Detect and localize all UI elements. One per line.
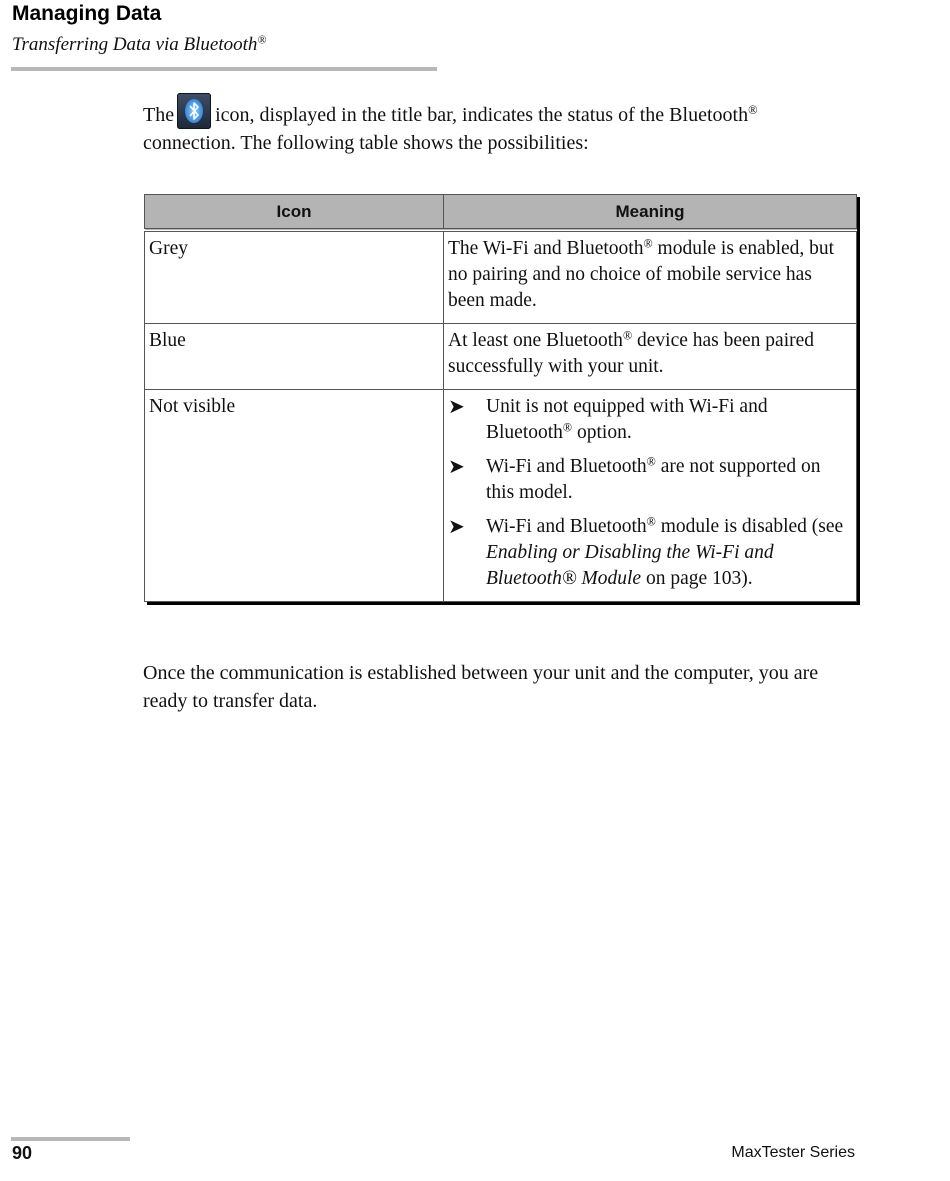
table-row [145, 390, 857, 602]
meaning-text: module is enabled, but no pairing and no choice of mobile service has been made. [448, 238, 835, 311]
bullet-text: Wi-Fi and Bluetooth [486, 516, 647, 537]
meaning-text: At least one Bluetooth [448, 330, 623, 351]
footer-rule [11, 1137, 130, 1141]
registered-mark: ® [748, 103, 758, 118]
column-header-icon: Icon [145, 195, 444, 231]
cell-icon: Blue [145, 324, 444, 390]
registered-mark: ® [643, 236, 653, 251]
intro-paragraph [143, 93, 843, 157]
cell-icon: Not visible [145, 390, 444, 602]
table-row [145, 324, 857, 390]
bullet-text: on page 103). [645, 568, 753, 589]
status-table [144, 194, 857, 602]
product-series: MaxTester Series [731, 1144, 855, 1161]
bluetooth-icon [177, 93, 211, 129]
cell-meaning [444, 390, 857, 602]
intro-text-start: The [143, 104, 175, 126]
bullet-text: Unit is not equipped with Wi-Fi and Bluetooth [486, 396, 768, 443]
arrow-bullet-icon: ➤ [448, 396, 465, 418]
registered-mark: ® [257, 33, 267, 47]
list-item [448, 394, 852, 446]
outro-paragraph: Once the communication is established between your unit and the computer, you are ready to transfer data. [143, 662, 819, 712]
list-item [448, 454, 852, 506]
chapter-title: Managing Data [12, 2, 162, 25]
meaning-text: The Wi-Fi and Bluetooth [448, 238, 644, 259]
bullet-text: Wi-Fi and Bluetooth [486, 456, 647, 477]
cross-reference-link[interactable]: Enabling or Disabling the Wi-Fi and Bluetooth® Module [486, 542, 774, 589]
section-subtitle-text: Transferring Data via Bluetooth [12, 34, 258, 55]
table-header-row [145, 195, 857, 231]
table-row [145, 230, 857, 324]
bullet-text: are not supported on this model. [486, 456, 821, 503]
registered-mark: ® [646, 514, 656, 529]
arrow-bullet-icon: ➤ [448, 456, 465, 478]
list-item [448, 514, 852, 592]
bullet-text: option. [576, 422, 632, 443]
page-number: 90 [12, 1143, 33, 1163]
cell-meaning [444, 230, 857, 324]
section-subtitle [12, 34, 266, 56]
cell-meaning [444, 324, 857, 390]
arrow-bullet-icon: ➤ [448, 516, 465, 538]
bullet-text: module is disabled (see [660, 516, 844, 537]
bullet-list [448, 394, 852, 592]
registered-mark: ® [562, 420, 573, 435]
cell-icon: Grey [145, 230, 444, 324]
header-rule [11, 67, 437, 71]
registered-mark: ® [622, 328, 633, 343]
intro-text-mid: icon, displayed in the title bar, indicates the status of the Bluetooth [215, 104, 749, 126]
column-header-meaning: Meaning [444, 195, 857, 231]
intro-text-end: connection. The following table shows the possibilities: [143, 132, 589, 154]
meaning-text: device has been paired successfully with your unit. [448, 330, 815, 377]
registered-mark: ® [646, 454, 656, 469]
